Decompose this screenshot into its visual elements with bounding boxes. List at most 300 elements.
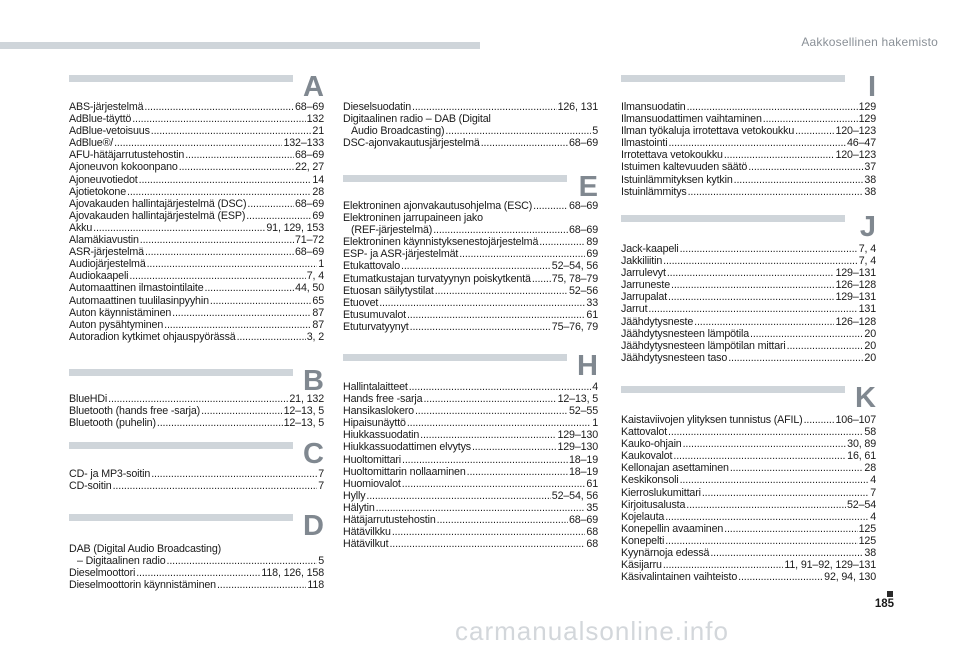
entry-term: Hands free -sarja	[343, 393, 423, 406]
dot-leader	[246, 210, 311, 222]
entry-pages: 126–128	[835, 315, 876, 328]
entry-pages: 30, 89	[847, 438, 876, 451]
index-entries-d-cont	[343, 101, 598, 149]
dot-leader	[140, 234, 294, 246]
entry-pages: 52–54, 56	[551, 260, 598, 273]
entry-pages: 20	[864, 327, 876, 340]
dot-leader	[401, 260, 551, 272]
entry-pages: 125	[858, 522, 876, 535]
index-entry	[343, 502, 598, 514]
entry-term: Auton pysähtyminen	[69, 318, 164, 331]
letter-divider	[69, 75, 293, 82]
entry-term: Jäähdytysnesteen lämpötila	[621, 327, 749, 340]
entry-pages: 132–133	[283, 137, 324, 150]
index-entry	[343, 273, 598, 285]
dot-leader	[129, 270, 305, 282]
dot-leader	[668, 137, 846, 149]
dot-leader	[668, 426, 863, 438]
index-entry	[69, 331, 324, 343]
dot-leader	[437, 514, 568, 526]
entry-term: Ilmastointi	[621, 137, 668, 150]
dot-leader	[539, 236, 585, 248]
index-entry	[621, 113, 876, 125]
dot-leader	[738, 571, 823, 583]
index-entry	[621, 291, 876, 303]
index-entry	[621, 414, 876, 426]
entry-term: Ajotietokone	[69, 185, 127, 198]
entry-pages: 28	[312, 185, 324, 198]
index-entry	[69, 101, 324, 113]
entry-term: Hansikaslokero	[343, 405, 414, 418]
entry-pages: 5	[318, 555, 324, 568]
entry-term: Etuovet	[343, 296, 379, 309]
entry-term: Hätävilkut	[343, 538, 389, 551]
index-entries-a	[69, 101, 324, 343]
index-entry	[69, 307, 324, 319]
page-number: 185	[874, 598, 894, 610]
entry-pages: 131	[858, 303, 876, 316]
entry-pages: 91, 129, 153	[266, 221, 324, 234]
index-entry	[69, 555, 324, 567]
dot-leader	[145, 246, 294, 258]
entry-term: Irrotettava vetokoukku	[621, 149, 723, 162]
dot-leader	[412, 101, 557, 113]
dot-leader	[724, 149, 835, 161]
section-title: Aakkosellinen hakemisto	[801, 35, 938, 49]
entry-term: – Digitaalinen radio	[77, 555, 166, 568]
index-entry	[69, 137, 324, 149]
index-entry	[621, 267, 876, 279]
entry-pages: 71–72	[295, 234, 324, 247]
entry-pages: 22, 27	[295, 161, 324, 174]
index-entry	[69, 222, 324, 234]
index-entries-d	[69, 543, 324, 591]
index-entry	[69, 270, 324, 282]
entry-term: Istuimen kaltevuuden säätö	[621, 161, 748, 174]
index-entry	[621, 328, 876, 340]
entry-term: Kaistaviivojen ylityksen tunnistus (AFIL)	[621, 414, 803, 426]
entry-pages: 38	[864, 173, 876, 186]
dot-leader	[433, 224, 568, 236]
entry-term: Audiojärjestelmä	[69, 258, 146, 271]
entry-term: Ajoneuvon kokoonpano	[69, 161, 178, 174]
entry-term: (REF-järjestelmä)	[351, 224, 433, 237]
dot-leader	[702, 487, 869, 499]
entry-pages: 12–13, 5	[557, 393, 598, 406]
entry-pages: 4	[870, 474, 876, 487]
index-entry	[621, 487, 876, 499]
letter-divider	[621, 215, 845, 222]
entry-term: Dieselmoottorin käynnistäminen	[69, 579, 216, 592]
index-entry	[343, 309, 598, 321]
section-letter: A	[303, 71, 324, 103]
entry-term: Jarrulevyt	[621, 267, 666, 280]
dot-leader	[205, 282, 295, 294]
page-bullet	[887, 591, 893, 597]
dot-leader	[680, 243, 858, 255]
index-entry	[621, 316, 876, 328]
entry-pages: 126–128	[835, 279, 876, 292]
index-entry	[621, 462, 876, 474]
letter-divider	[69, 369, 293, 376]
entry-term: DAB (Digital Audio Broadcasting)	[69, 543, 222, 555]
dot-leader	[667, 267, 835, 279]
entry-term: Huoltomittari	[343, 453, 402, 466]
index-entry	[621, 426, 876, 438]
index-entry	[621, 547, 876, 559]
dot-leader	[114, 137, 282, 149]
entry-pages: 120–123	[835, 149, 876, 162]
entry-pages: 65	[312, 294, 324, 307]
dot-leader	[210, 295, 312, 307]
entry-pages: 7, 4	[858, 255, 876, 268]
entry-pages: 69	[586, 248, 598, 261]
entry-term: Hiukkassuodattimen elvytys	[343, 441, 471, 454]
entry-pages: 118, 126, 158	[261, 567, 324, 580]
index-entry	[621, 137, 876, 149]
entry-term: Käsijarru	[621, 559, 662, 572]
entry-term: Kierroslukumittari	[621, 486, 701, 499]
index-entry	[69, 186, 324, 198]
dot-leader	[179, 161, 294, 173]
entry-pages: 92, 94, 130	[824, 571, 876, 584]
entry-pages: 129–130	[557, 441, 598, 454]
dot-leader	[724, 523, 857, 535]
entry-term: Keskikonsoli	[621, 474, 679, 487]
dot-leader	[217, 579, 306, 591]
entry-pages: 20	[864, 351, 876, 364]
index-entry	[621, 125, 876, 137]
index-entry	[343, 526, 598, 538]
letter-divider	[69, 514, 293, 521]
index-entries-c	[69, 468, 324, 492]
section-letter: B	[303, 365, 324, 397]
dot-leader	[108, 393, 288, 405]
entry-pages: 14	[312, 173, 324, 186]
entry-term: Jarruneste	[621, 279, 670, 292]
dot-leader	[127, 186, 311, 198]
entry-pages: 52–54	[847, 498, 876, 511]
entry-term: Hätävilkku	[343, 526, 391, 539]
entry-pages: 21	[312, 125, 324, 138]
entry-term: Huomiovalot	[343, 477, 401, 490]
dot-leader	[683, 438, 847, 450]
dot-leader	[467, 466, 568, 478]
dot-leader	[671, 279, 834, 291]
dot-leader	[423, 393, 556, 405]
dot-leader	[663, 255, 858, 267]
entry-pages: 68–69	[295, 197, 324, 210]
entry-pages: 129–131	[835, 267, 876, 280]
index-entry	[621, 243, 876, 255]
entry-pages: 46–47	[847, 137, 876, 150]
dot-leader	[402, 478, 586, 490]
entry-term: Istuinlämmitys	[621, 185, 687, 198]
index-entry	[69, 198, 324, 210]
index-entry	[343, 224, 598, 236]
entry-term: Ajovakauden hallintajärjestelmä (ESP)	[69, 209, 246, 222]
entry-pages: 7	[870, 486, 876, 499]
entry-pages: 16, 61	[847, 450, 876, 463]
entry-term: Digitaalinen radio – DAB (Digital	[343, 113, 491, 126]
entry-pages: 132	[306, 113, 324, 126]
entry-term: Dieselmoottori	[69, 567, 136, 580]
entry-pages: 69	[312, 209, 324, 222]
index-entry	[621, 523, 876, 535]
dot-leader	[665, 535, 857, 547]
dot-leader	[668, 291, 834, 303]
entry-term: Etuosan säilytystilat	[343, 284, 434, 297]
entry-term: Konepellin avaaminen	[621, 522, 724, 535]
index-entry	[621, 149, 876, 161]
index-entry	[69, 174, 324, 186]
dot-leader	[730, 462, 864, 474]
entry-pages: 7, 4	[306, 270, 324, 283]
entry-pages: 52–55	[569, 405, 598, 418]
entry-pages: 68–69	[569, 514, 598, 527]
entry-term: Kaukovalot	[621, 450, 673, 463]
dot-leader	[389, 538, 585, 550]
dot-leader	[533, 200, 568, 212]
index-entry	[621, 571, 876, 583]
entry-pages: 118	[307, 579, 324, 592]
dot-leader	[663, 559, 784, 571]
entry-pages: 120–123	[835, 125, 876, 138]
letter-divider	[621, 75, 845, 82]
entry-term: Jäähdytysnesteen lämpötilan mittari	[621, 339, 786, 352]
entry-pages: 126, 131	[557, 101, 598, 113]
entry-term: Akku	[69, 221, 93, 234]
dot-leader	[472, 441, 556, 453]
index-entry	[69, 579, 324, 591]
dot-leader	[787, 340, 864, 352]
index-entry	[343, 297, 598, 309]
entry-term: ABS-järjestelmä	[69, 101, 144, 113]
dot-leader	[132, 113, 305, 125]
entry-term: Kirjoitusalusta	[621, 498, 686, 511]
entry-term: ESP- ja ASR-järjestelmät	[343, 248, 459, 261]
letter-divider	[343, 354, 567, 361]
index-entry	[343, 101, 598, 113]
entry-pages: 68–69	[569, 137, 598, 150]
dot-leader	[185, 149, 294, 161]
index-entry	[69, 113, 324, 125]
section-letter: J	[859, 211, 876, 243]
index-entry	[343, 113, 598, 125]
watermark: carmanualsonline.info	[455, 616, 729, 646]
dot-leader	[665, 511, 869, 523]
index-entry	[69, 149, 324, 161]
entry-pages: 44, 50	[295, 282, 324, 295]
index-entry	[621, 499, 876, 511]
index-entry	[343, 405, 598, 417]
entry-term: Autoradion kytkimet ohjauspyörässä	[69, 330, 236, 343]
dot-leader	[376, 502, 586, 514]
dot-leader	[415, 405, 568, 417]
entry-pages: 35	[586, 501, 598, 514]
entry-pages: 68–69	[295, 101, 324, 113]
dot-leader	[688, 186, 864, 198]
entry-pages: 68–69	[295, 149, 324, 162]
entry-pages: 4	[592, 381, 598, 393]
index-entry	[343, 260, 598, 272]
index-entry	[69, 125, 324, 137]
index-entry	[69, 417, 324, 429]
dot-leader	[409, 381, 591, 393]
entry-pages: 89	[586, 236, 598, 249]
entry-term: Kattovalot	[621, 426, 668, 439]
dot-leader	[157, 417, 283, 429]
entry-pages: 21, 132	[289, 393, 324, 405]
index-entry	[69, 567, 324, 579]
index-entry	[69, 543, 324, 555]
section-letter: C	[303, 438, 324, 470]
index-entry	[69, 405, 324, 417]
index-entry	[343, 538, 598, 550]
dot-leader	[459, 248, 585, 260]
entry-term: Hätäjarrutustehostin	[343, 514, 436, 527]
entry-pages: 7, 4	[858, 243, 876, 255]
index-entry	[69, 282, 324, 294]
entry-pages: 68–69	[295, 246, 324, 259]
index-entry	[343, 466, 598, 478]
entry-term: Ajoneuvotiedot	[69, 173, 138, 186]
dot-leader	[748, 161, 863, 173]
dot-leader	[237, 331, 306, 343]
entry-pages: 12–13, 5	[283, 417, 324, 430]
entry-pages: 61	[586, 477, 598, 490]
dot-leader	[694, 316, 834, 328]
index-entry	[621, 352, 876, 364]
entry-pages: 129–131	[835, 291, 876, 304]
entry-pages: 68–69	[569, 200, 598, 212]
entry-term: Jäähdytysnesteen taso	[621, 351, 728, 364]
entry-term: Jack-kaapeli	[621, 243, 679, 255]
entry-term: DSC-ajonvakautusjärjestelmä	[343, 137, 480, 150]
entry-term: AdBlue-vetoisuus	[69, 125, 150, 138]
dot-leader	[435, 285, 568, 297]
index-entry	[343, 441, 598, 453]
entry-pages: 18–19	[569, 465, 598, 478]
index-entry	[69, 480, 324, 492]
index-entry	[343, 381, 598, 393]
index-entry	[621, 303, 876, 315]
index-entry	[69, 246, 324, 258]
index-entry	[343, 454, 598, 466]
entry-term: AdBlue®/	[69, 137, 114, 150]
entry-pages: 5	[592, 125, 598, 138]
dot-leader	[93, 222, 265, 234]
index-entry	[343, 285, 598, 297]
section-letter: K	[855, 382, 876, 414]
entry-pages: 129	[858, 113, 876, 126]
entry-pages: 33	[586, 296, 598, 309]
dot-leader	[151, 468, 317, 480]
index-entry	[621, 474, 876, 486]
entry-pages: 20	[864, 339, 876, 352]
entry-pages: 7	[318, 468, 324, 480]
header-band	[0, 42, 480, 49]
dot-leader	[673, 450, 846, 462]
index-entries-b	[69, 393, 324, 429]
entry-term: Ilman työkaluja irrotettava vetokoukku	[621, 125, 795, 138]
entry-pages: 52–54, 56	[551, 489, 598, 502]
dot-leader	[728, 352, 863, 364]
index-entry	[343, 514, 598, 526]
entry-term: BlueHDi	[69, 393, 108, 405]
index-entry	[621, 279, 876, 291]
entry-pages: 75, 78–79	[551, 272, 598, 285]
entry-term: Konepelti	[621, 534, 665, 547]
entry-term: ASR-järjestelmä	[69, 246, 144, 259]
entry-pages: 28	[864, 462, 876, 475]
section-letter: D	[303, 510, 324, 542]
index-entry	[69, 234, 324, 246]
entry-term: Kellonajan asettaminen	[621, 462, 729, 475]
entry-term: Etusumuvalot	[343, 308, 406, 321]
entry-term: Hälytin	[343, 501, 375, 514]
dot-leader	[763, 113, 858, 125]
entry-pages: 18–19	[569, 453, 598, 466]
section-letter: I	[867, 71, 876, 103]
entry-term: AFU-hätäjarrutustehostin	[69, 149, 185, 162]
entry-term: AdBlue-täyttö	[69, 113, 132, 126]
entry-term: Jarrut	[621, 303, 648, 316]
dot-leader	[532, 273, 551, 285]
dot-leader	[151, 125, 312, 137]
dot-leader	[167, 555, 318, 567]
index-entry	[343, 248, 598, 260]
dot-leader	[379, 297, 585, 309]
entry-term: Automaattinen ilmastointilaite	[69, 282, 204, 295]
entry-term: Audiokaapeli	[69, 270, 129, 283]
dot-leader	[420, 429, 556, 441]
entry-pages: 68	[586, 526, 598, 539]
entry-pages: 12–13, 5	[283, 405, 324, 418]
entry-term: Etukattovalo	[343, 260, 401, 273]
dot-leader	[402, 454, 568, 466]
entry-term: Etuturvatyynyt	[343, 320, 409, 333]
index-entries-k	[621, 414, 876, 583]
dot-leader	[247, 198, 294, 210]
entry-pages: 61	[586, 308, 598, 321]
index-entry	[343, 417, 598, 429]
index-entry	[621, 255, 876, 267]
entry-term: Hallintalaitteet	[343, 381, 408, 393]
dot-leader	[113, 480, 318, 492]
entry-term: Ilmansuodattimen vaihtaminen	[621, 113, 762, 126]
index-entries-e	[343, 200, 598, 333]
entry-term: Auton käynnistäminen	[69, 306, 172, 319]
index-entry	[69, 210, 324, 222]
entry-term: CD- ja MP3-soitin	[69, 468, 151, 480]
entry-pages: 125	[858, 534, 876, 547]
entry-term: Jäähdytysneste	[621, 315, 694, 328]
index-entry	[621, 186, 876, 198]
dot-leader	[710, 547, 863, 559]
entry-pages: 11, 91–92, 129–131	[784, 559, 876, 572]
entry-pages: 4	[870, 510, 876, 523]
dot-leader	[366, 490, 550, 502]
index-entry	[343, 236, 598, 248]
index-entry	[621, 438, 876, 450]
entry-term: Elektroninen käynnistyksenestojärjestelmä	[343, 236, 539, 249]
entry-pages: 7	[318, 480, 324, 493]
entry-term: Istuinlämmityksen kytkin	[621, 173, 733, 186]
index-entry	[343, 393, 598, 405]
dot-leader	[144, 101, 294, 113]
letter-divider	[621, 386, 845, 393]
